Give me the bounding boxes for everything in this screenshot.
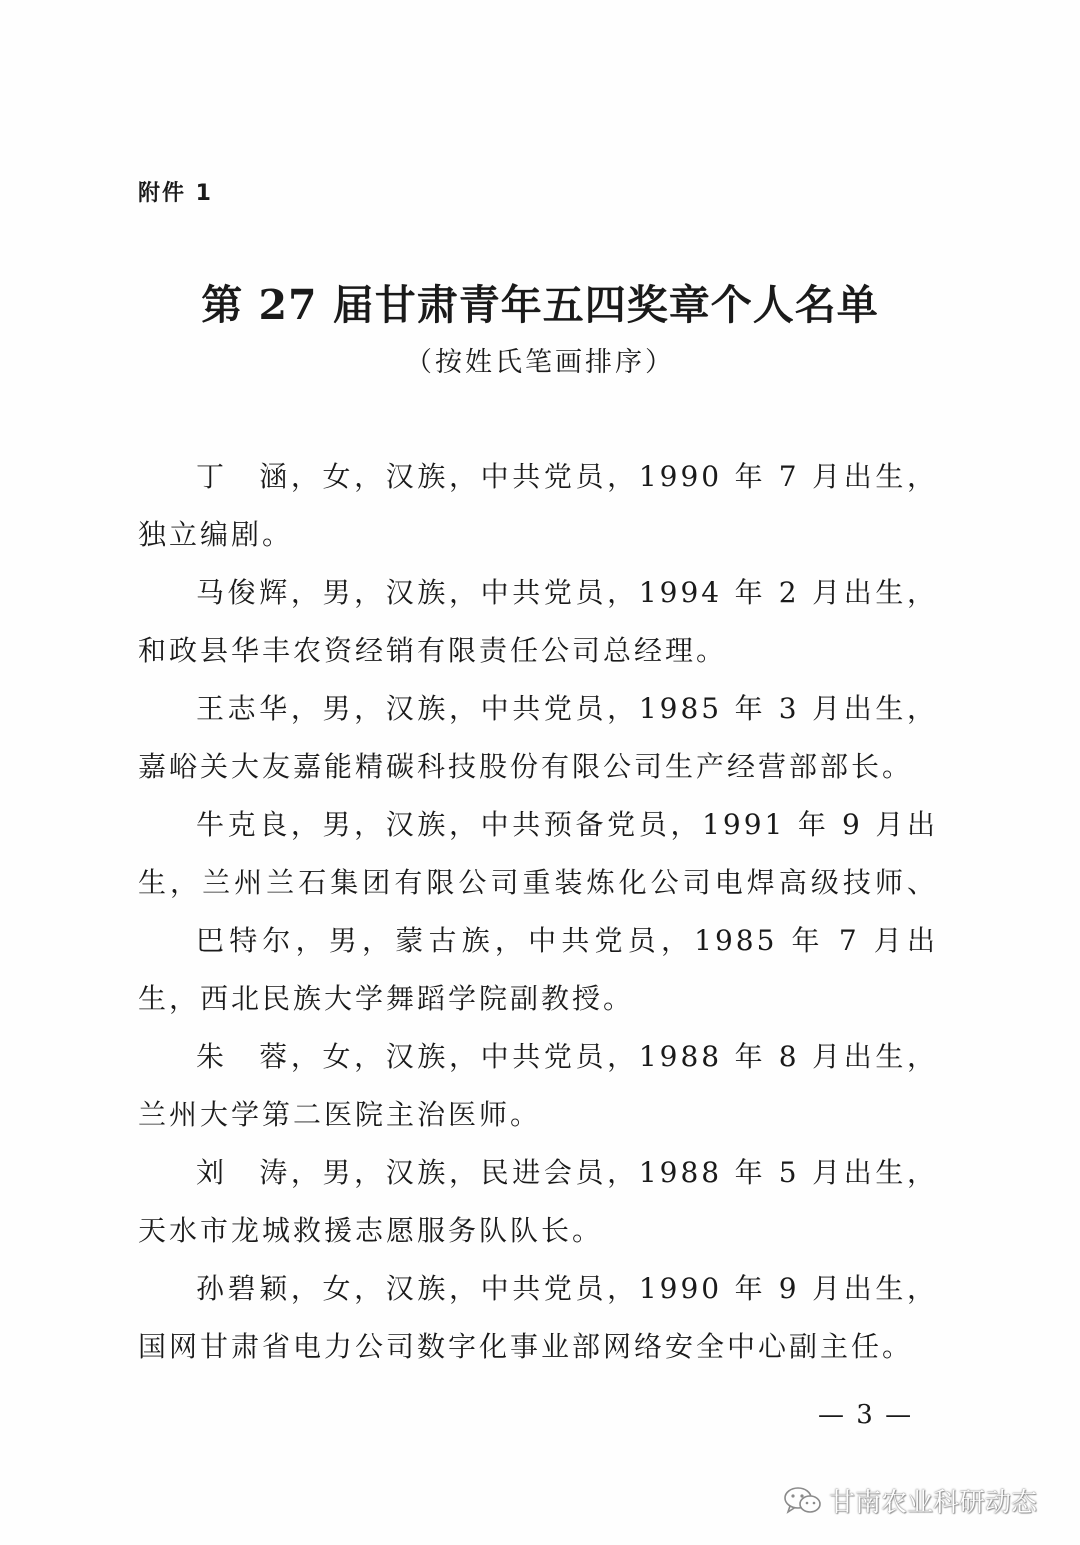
list-item: 牛克良，男，汉族，中共预备党员，1991 年 9 月出生，兰州兰石集团有限公司重装炼化公司电焊高级技师、 [138,808,938,899]
watermark [783,1482,1037,1519]
list-item: 王志华，男，汉族，中共党员，1985 年 3 月出生，嘉峪关大友嘉能精碳科技股份有限公司生产经营部部长。 [138,692,938,783]
list-item: 孙碧颖，女，汉族，中共党员，1990 年 9 月出生，国网甘肃省电力公司数字化事业部网络安全中心副主任。 [138,1272,938,1363]
list-item: 巴特尔，男，蒙古族，中共党员，1985 年 7 月出生，西北民族大学舞蹈学院副教授。 [138,924,938,1015]
attachment-label: 附件 1 [138,181,213,206]
page-subtitle: （按姓氏笔画排序） [405,347,675,378]
list-item: 刘 涛，男，汉族，民进会员，1988 年 5 月出生，天水市龙城救援志愿服务队队长。 [138,1156,938,1247]
list-item: 朱 蓉，女，汉族，中共党员，1988 年 8 月出生，兰州大学第二医院主治医师。 [138,1040,938,1131]
page-title: 第 27 届甘肃青年五四奖章个人名单 [201,281,879,329]
name-list [138,448,938,1376]
list-item: 丁 涵，女，汉族，中共党员，1990 年 7 月出生，独立编剧。 [138,460,938,551]
list-item: 马俊辉，男，汉族，中共党员，1994 年 2 月出生，和政县华丰农资经销有限责任公司总经理。 [138,576,938,667]
watermark-text: 甘南农业科研动态 [829,1488,1038,1518]
wechat-icon [783,1486,823,1516]
page-number: — 3 — [818,1400,914,1430]
